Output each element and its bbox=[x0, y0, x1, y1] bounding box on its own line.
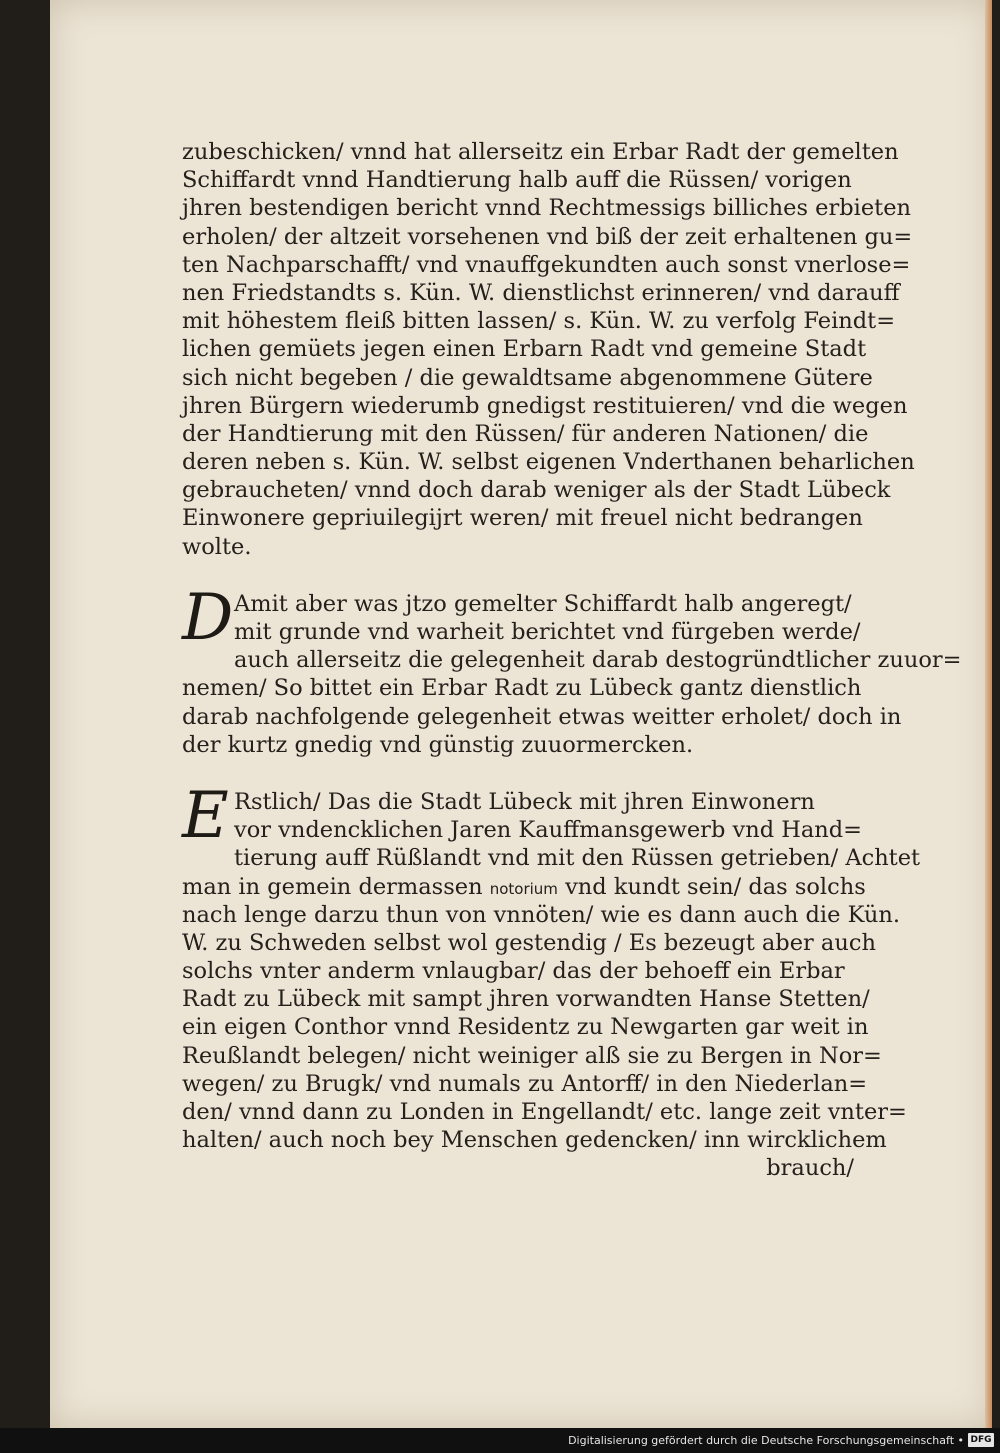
text-line: Radt zu Lübeck mit sampt jhren vorwandten Hanse Stetten/ bbox=[182, 986, 870, 1013]
text-line: gebraucheten/ vnnd doch darab weniger als der Stadt Lübeck bbox=[182, 477, 891, 504]
text-line: den/ vnnd dann zu Londen in Engellandt/ etc. lange zeit vnter= bbox=[182, 1099, 907, 1125]
catchword: brauch/ bbox=[766, 1155, 854, 1182]
text-line: jhren bestendigen bericht vnnd Rechtmessigs billiches erbieten bbox=[182, 195, 912, 222]
text-line: Amit aber was jtzo gemelter Schiffardt halb angeregt/ bbox=[234, 590, 852, 617]
text-line: Rstlich/ Das die Stadt Lübeck mit jhren Einwonern bbox=[234, 788, 815, 815]
drop-cap-initial: D bbox=[182, 580, 234, 655]
text-line: nemen/ So bittet ein Erbar Radt zu Lübeck gantz dienstlich bbox=[182, 675, 862, 702]
text-line: ein eigen Conthor vnnd Residentz zu Newgarten gar weit in bbox=[182, 1014, 869, 1041]
text-line: Einwonere gepriuilegijrt weren/ mit freuel nicht bedrangen bbox=[182, 505, 863, 532]
text-segment: vnd kundt sein/ das solchs bbox=[557, 873, 866, 900]
page-text bbox=[182, 138, 962, 1212]
paragraph-2 bbox=[182, 580, 962, 759]
text-line: halten/ auch noch bey Menschen gedencken/ inn wircklichem bbox=[182, 1127, 887, 1154]
text-line: nach lenge darzu thun von vnnöten/ wie es dann auch die Kün. bbox=[182, 901, 901, 928]
text-line: nen Friedstandts s. Kün. W. dienstlichst erinneren/ vnd darauff bbox=[182, 279, 900, 306]
text-line: wolte. bbox=[182, 533, 252, 560]
dfg-logo: DFG bbox=[968, 1433, 994, 1447]
text-line: mit höhestem fleiß bitten lassen/ s. Kün. W. zu verfolg Feindt= bbox=[182, 308, 896, 335]
paragraph-1 bbox=[182, 138, 915, 561]
funding-notice: Digitalisierung gefördert durch die Deutsche Forschungsgemeinschaft • bbox=[568, 1434, 964, 1447]
text-line bbox=[182, 873, 866, 901]
text-line: Schiffardt vnnd Handtierung halb auff die Rüssen/ vorigen bbox=[182, 167, 852, 194]
text-line: jhren Bürgern wiederumb gnedigst restituieren/ vnd die wegen bbox=[182, 392, 908, 419]
text-line: wegen/ zu Brugk/ vnd numals zu Antorff/ in den Niederlan= bbox=[182, 1070, 868, 1097]
text-segment: man in gemein dermassen bbox=[182, 873, 490, 900]
text-line: deren neben s. Kün. W. selbst eigenen Vnderthanen beharlichen bbox=[182, 449, 915, 476]
footer-bar bbox=[0, 1428, 1000, 1453]
text-line: tierung auff Rüßlandt vnd mit den Rüssen getrieben/ Achtet bbox=[234, 845, 921, 872]
text-line: erholen/ der altzeit vorsehenen vnd biß der zeit erhaltenen gu= bbox=[182, 223, 913, 250]
text-line: Reußlandt belegen/ nicht weiniger alß sie zu Bergen in Nor= bbox=[182, 1042, 882, 1069]
book-page bbox=[50, 0, 992, 1428]
text-line: vor vndencklichen Jaren Kauffmansgewerb vnd Hand= bbox=[234, 817, 863, 844]
text-line: mit grunde vnd warheit berichtet vnd fürgeben werde/ bbox=[234, 619, 861, 645]
drop-cap-initial: E bbox=[182, 778, 229, 853]
text-line: der Handtierung mit den Rüssen/ für anderen Nationen/ die bbox=[182, 420, 869, 447]
text-line: darab nachfolgende gelegenheit etwas weitter erholet/ doch in bbox=[182, 703, 902, 730]
text-line: ten Nachparschafft/ vnd vnauffgekundten auch sonst vnerlose= bbox=[182, 251, 911, 278]
text-line: W. zu Schweden selbst wol gestendig / Es bezeugt aber auch bbox=[182, 929, 876, 956]
latin-term: notorium bbox=[489, 879, 558, 898]
paragraph-3 bbox=[182, 778, 921, 1183]
text-line: solchs vnter anderm vnlaugbar/ das der behoeff ein Erbar bbox=[182, 958, 845, 985]
text-line: lichen gemüets jegen einen Erbarn Radt vnd gemeine Stadt bbox=[182, 336, 867, 363]
text-line: der kurtz gnedig vnd günstig zuuormercken. bbox=[182, 731, 694, 758]
text-line: sich nicht begeben / die gewaldtsame abgenommene Gütere bbox=[182, 364, 873, 391]
text-line: auch allerseitz die gelegenheit darab destogründtlicher zuuor= bbox=[234, 647, 962, 674]
text-line: zubeschicken/ vnnd hat allerseitz ein Erbar Radt der gemelten bbox=[182, 139, 899, 165]
